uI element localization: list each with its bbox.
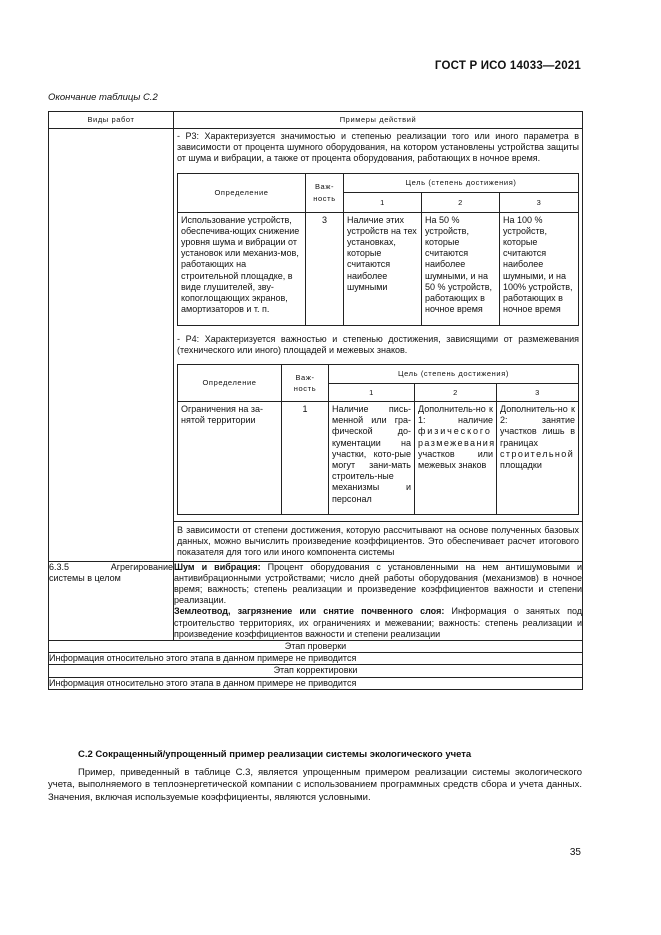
section-title: С.2 Сокращенный/упрощенный пример реализации системы экологического учета [78, 749, 472, 760]
p4-inner-table [177, 364, 579, 515]
main-table [48, 111, 583, 690]
p3-definition-cell: Использование устройств, обеспечива-ющих снижение уровня шума и вибрации от установок или механиз-мов, работающих на строительной площадке, в виде глушителей, зву-копоглощающих экранов, амортизаторов и т. п. [178, 212, 306, 325]
p3-header-3: 3 [500, 193, 579, 213]
p4-header-1: 1 [329, 383, 415, 402]
p4-text: - Р4: Характеризуется важностью и степенью достижения, зависящими от размежевания (технического или иного) площадей и межевых знаков. [177, 333, 579, 355]
p3-header-definition: Определение [178, 173, 306, 212]
row-635-label: 6.3.5 Агрегирование системы в целом [49, 561, 174, 640]
p3-header-2: 2 [422, 193, 500, 213]
p3-header-importance: Важ- ность [306, 173, 344, 212]
summary-text: В зависимости от степени достижения, которую рассчитывают на основе полученных базовых данных, можно вычислить произведение коэффициентов. Это обеспечивает расчет итогового показателя для того или иного компонента системы [174, 521, 582, 561]
p4-definition-cell: Ограничения на за-нятой территории [178, 402, 282, 515]
page-number: 35 [569, 847, 581, 858]
p4-header-definition: Определение [178, 365, 282, 402]
p4-header-goal: Цель (степень достижения) [329, 365, 579, 384]
row-635-content [174, 561, 583, 640]
p3-importance-value: 3 [306, 212, 344, 325]
table-caption: Окончание таблицы С.2 [48, 92, 158, 103]
stage-check-header: Этап проверки [49, 641, 583, 653]
p4-header-importance: Важ- ность [282, 365, 329, 402]
stage-correct-header: Этап корректировки [49, 665, 583, 677]
p4-goal-1: Наличие пись-менной или гра-фической до-кументации на участки, кото-рые могут зани-мать строитель-ные механизмы и персонал [329, 402, 415, 515]
stage-check-info: Информация относительно этого этапа в данном примере не приводится [49, 653, 583, 665]
p3-header-1: 1 [344, 193, 422, 213]
stage-correct-info: Информация относительно этого этапа в данном примере не приводится [49, 677, 583, 689]
actions-cell [174, 129, 583, 562]
p3-goal-2: На 50 % устройств, которые считаются наиболее шумными, и на 50 % устройств, работающих в ночное время [422, 212, 500, 325]
col-header-action-examples: Примеры действий [174, 112, 583, 129]
section-paragraph: Пример, приведенный в таблице С.3, является упрощенным примером реализации системы экологического учета, выполняемого в теплоэнергетической компании с использованием программных средств сбора и учета данных. Значения, включая используемые коэффициенты, являются условными. [48, 767, 582, 803]
p3-goal-3: На 100 % устройств, которые считаются наиболее шумными, и на 100% устройств, работающих в ночное время [500, 212, 579, 325]
p3-goal-1: Наличие этих устройств на тех установках, которые считаются наиболее шумными [344, 212, 422, 325]
document-header: ГОСТ Р ИСО 14033—2021 [434, 60, 581, 72]
noise-text: Процент оборудования с установленными на нем антишумовыми и антивибрационными устройствами; число дней работы оборудования (механизмов) в ночное время; важность; степень реализации и произведение коэффициентов важности и степени реализации. [174, 561, 582, 606]
noise-title: Шум и вибрация: [174, 561, 261, 572]
empty-left-cell [49, 129, 174, 562]
p4-importance-value: 1 [282, 402, 329, 515]
col-header-work-types: Виды работ [49, 112, 174, 129]
earth-title: Землеотвод, загрязнение или снятие почвенного слоя: [174, 606, 445, 617]
earth-text: Информация о занятых под строительство территориях, их ограничениях и межевании; важность: степень реализации и произведение коэффициентов важности и степени реализации [174, 606, 582, 639]
p3-header-goal: Цель (степень достижения) [344, 173, 579, 193]
p3-inner-table [177, 173, 579, 326]
p3-text: - Р3: Характеризуется значимостью и степенью реализации того или иного параметра в зависимости от процента шумного оборудования, на котором установлены устройства защиты от шума и вибрации, а также от процента оборудования, работающих в ночное время. [177, 131, 579, 164]
p4-goal-3: Дополнитель-но к 2: занятие участков лишь в границах строительной площадки [497, 402, 579, 515]
p4-goal-2: Дополнитель-но к 1: наличие физического размежевания участков или межевых знаков [415, 402, 497, 515]
p4-header-2: 2 [415, 383, 497, 402]
p4-header-3: 3 [497, 383, 579, 402]
